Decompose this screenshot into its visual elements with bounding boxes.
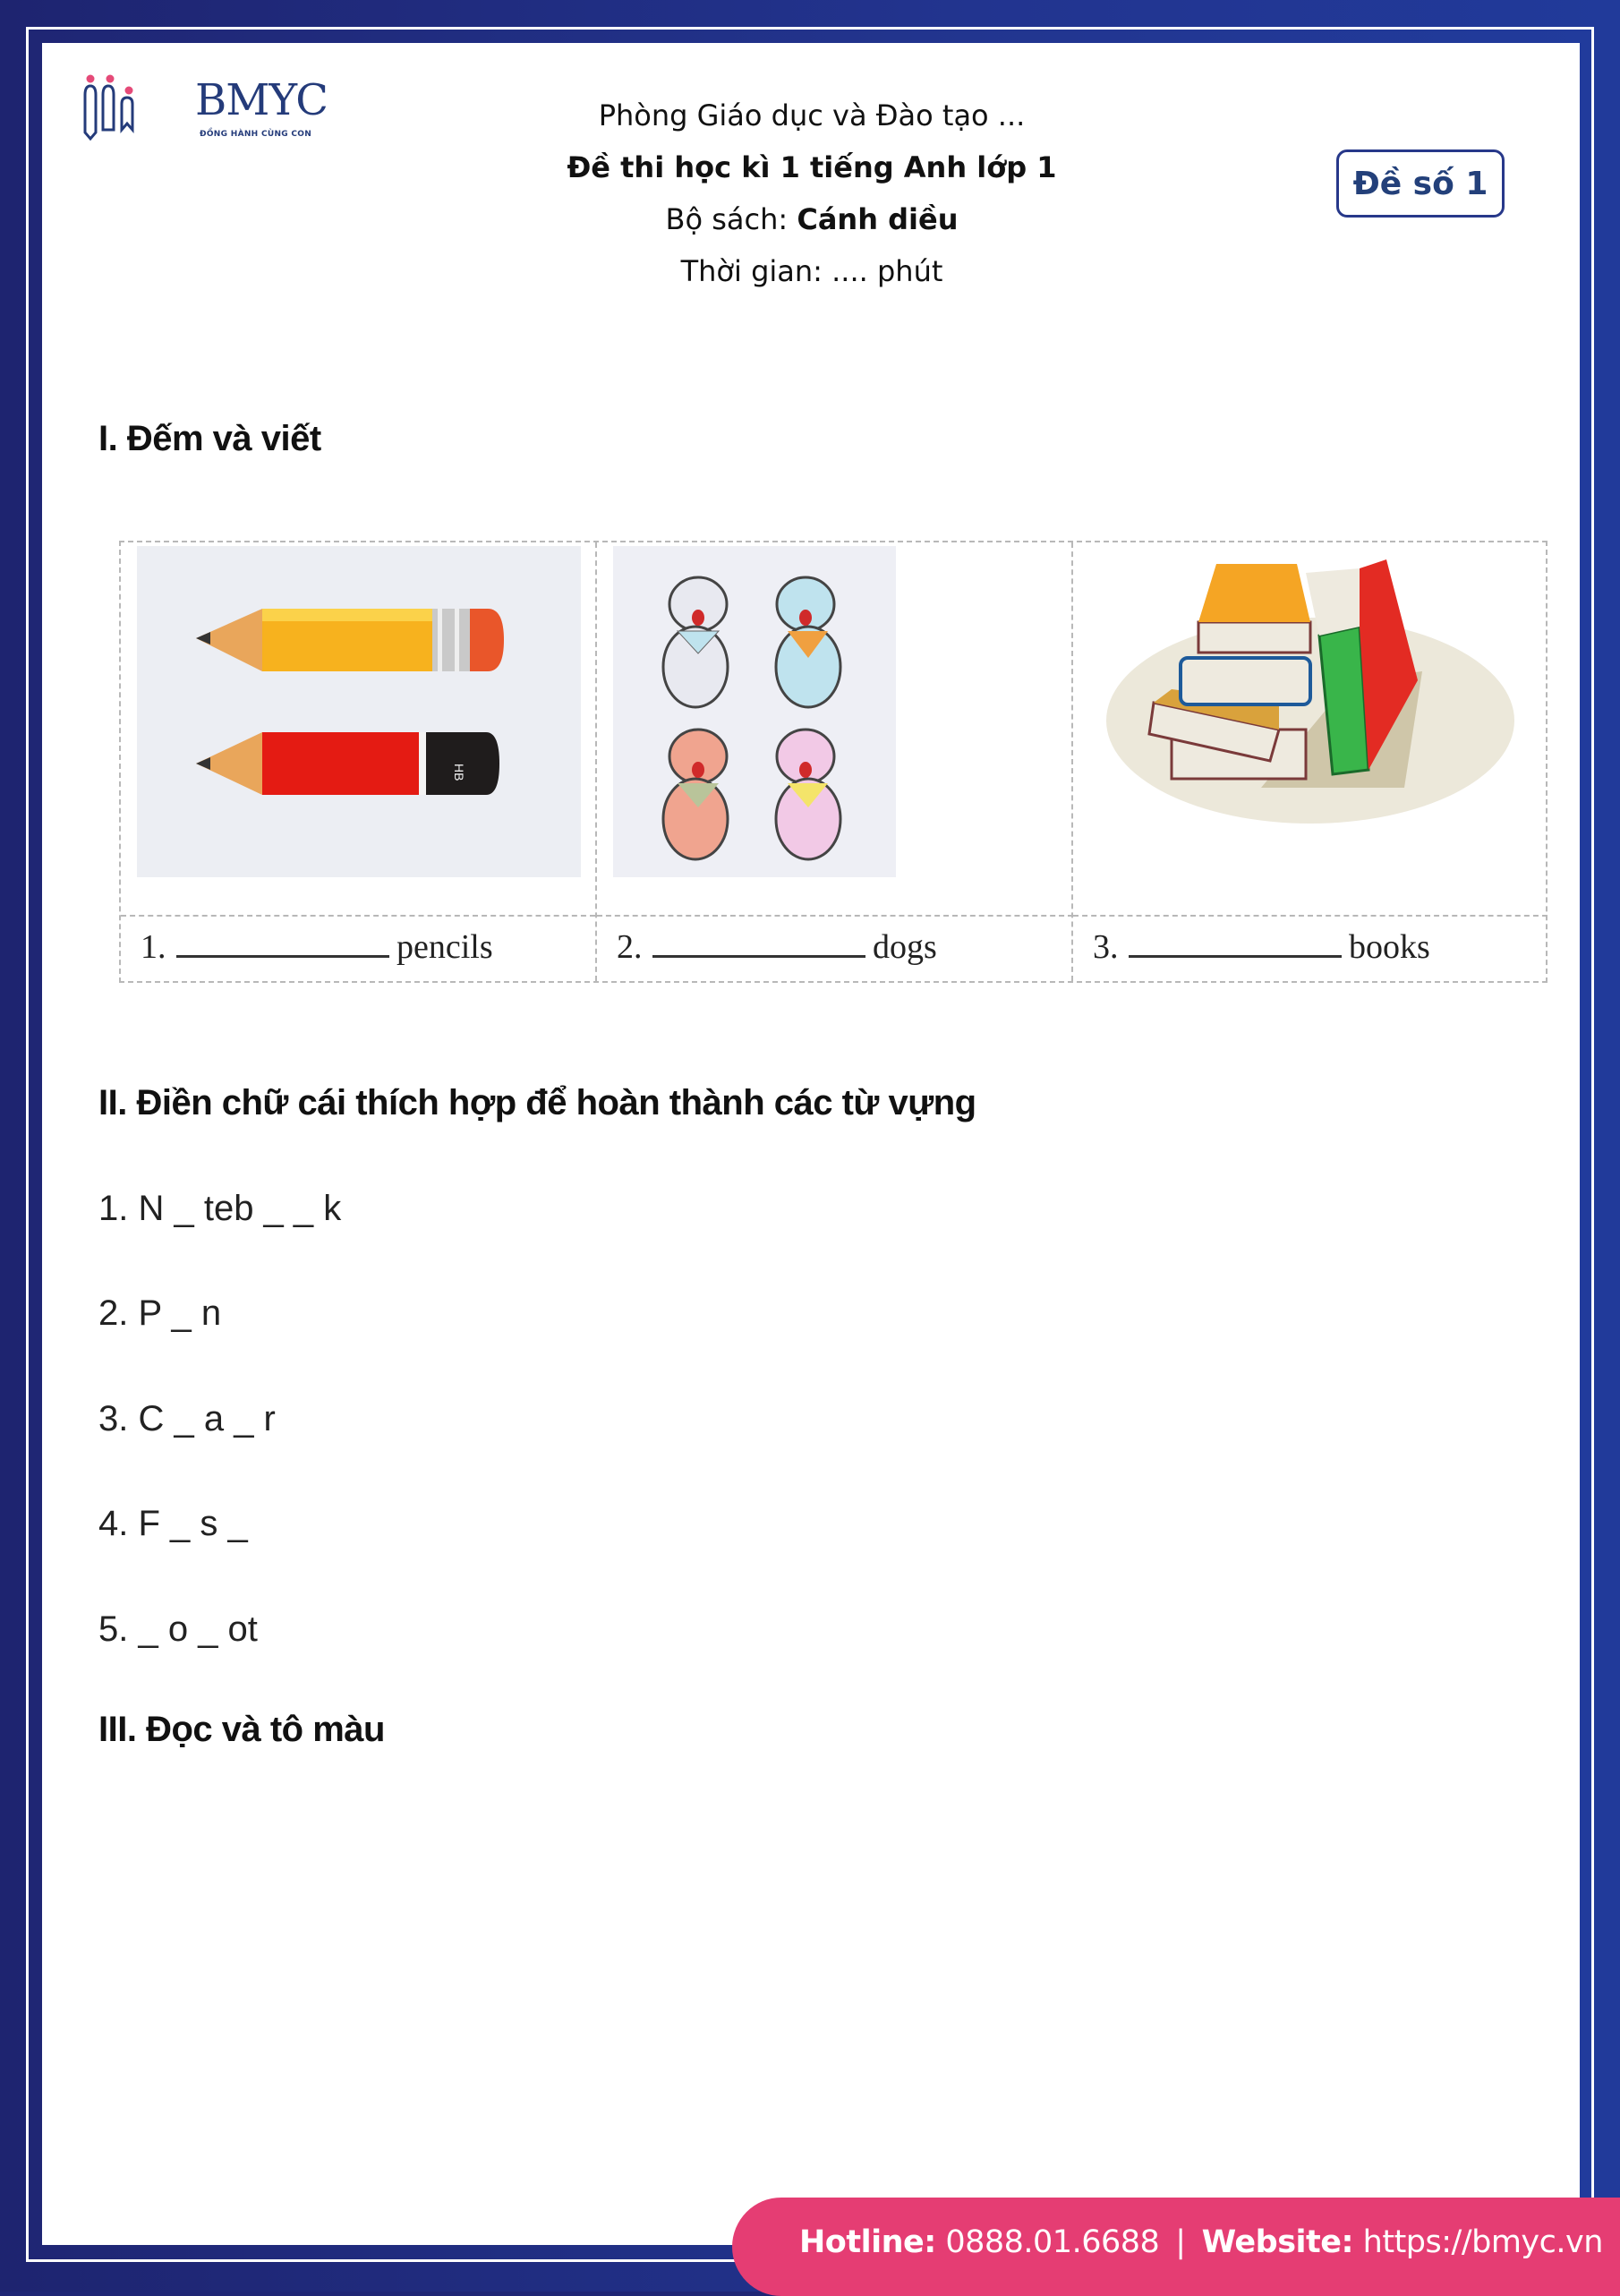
fill-item-3: 3. C _ a _ r — [98, 1399, 276, 1438]
bmyc-logo — [81, 73, 340, 145]
table-cell-pencils — [121, 542, 595, 981]
books-stack-image — [1082, 546, 1530, 832]
svg-text:HB: HB — [452, 764, 466, 781]
hotline-value[interactable]: 0888.01.6688 — [935, 2224, 1160, 2260]
two-pencils-image — [137, 546, 581, 877]
website-link[interactable]: https://bmyc.vn — [1353, 2224, 1603, 2260]
section-1-title: I. Đếm và viết — [98, 419, 321, 458]
logo-figures-icon — [81, 73, 152, 145]
answer-blank-3[interactable] — [1129, 928, 1342, 958]
exam-page — [42, 43, 1580, 2245]
section-3-title: III. Đọc và tô màu — [98, 1710, 385, 1749]
logo-tagline: ĐỒNG HÀNH CÙNG CON — [200, 130, 312, 139]
exam-header — [436, 90, 1188, 297]
count-label-3: 3. books — [1093, 928, 1430, 966]
book-name: Cánh diều — [797, 202, 959, 236]
hotline-label: Hotline: — [799, 2224, 936, 2260]
table-cell-dogs — [595, 542, 1073, 981]
fill-item-2: 2. P _ n — [98, 1293, 222, 1333]
fill-item-4: 4. F _ s _ — [98, 1504, 248, 1543]
count-label-2: 2. dogs — [617, 928, 937, 966]
logo-wordmark: BMYC — [195, 75, 328, 125]
book-label: Bộ sách: — [665, 202, 797, 236]
table-label-row — [597, 915, 1073, 985]
table-cell-books — [1071, 542, 1548, 981]
department-line: Phòng Giáo dục và Đào tạo ... — [598, 98, 1026, 132]
contact-text — [799, 2224, 1603, 2260]
time-line: Thời gian: .... phút — [680, 254, 943, 288]
answer-blank-1[interactable] — [176, 928, 389, 958]
count-label-1: 1. pencils — [141, 928, 493, 966]
answer-blank-2[interactable] — [652, 928, 865, 958]
counting-table — [119, 541, 1548, 983]
exam-title: Đề thi học kì 1 tiếng Anh lớp 1 — [567, 150, 1057, 184]
four-dogs-image — [613, 546, 896, 877]
table-label-row — [1073, 915, 1548, 985]
book-line — [436, 193, 1188, 245]
table-label-row — [121, 915, 595, 985]
exam-number-badge: Đề số 1 — [1336, 149, 1505, 218]
contact-footer — [732, 2198, 1620, 2296]
fill-item-1: 1. N _ teb _ _ k — [98, 1189, 342, 1228]
section-2-title: II. Điền chữ cái thích hợp để hoàn thành các từ vựng — [98, 1083, 976, 1122]
website-label: Website: — [1201, 2224, 1354, 2260]
footer-separator: | — [1175, 2224, 1186, 2260]
fill-item-5: 5. _ o _ ot — [98, 1609, 258, 1649]
